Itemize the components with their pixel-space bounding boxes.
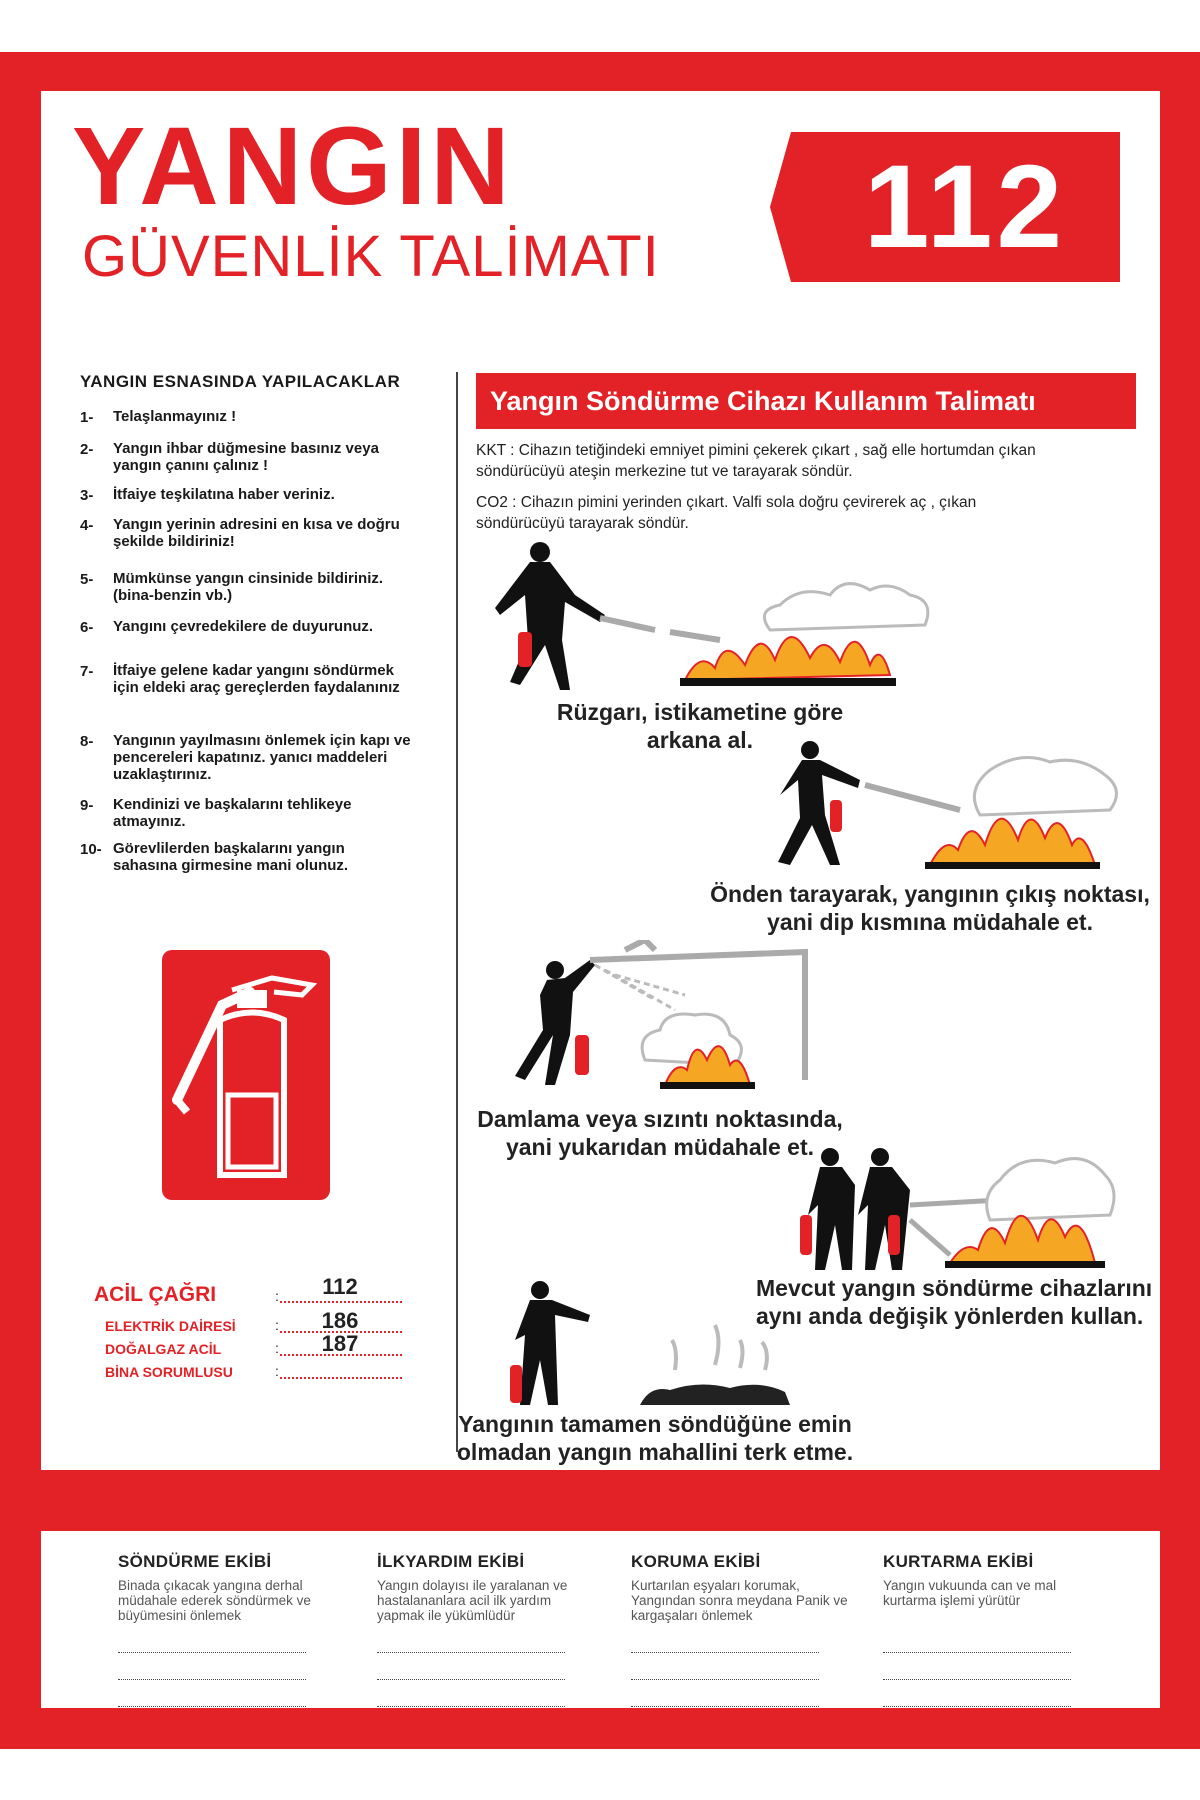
illustration-sweep	[730, 740, 1130, 870]
step-number: 10-	[80, 841, 102, 858]
step-number: 7-	[80, 663, 94, 680]
step-number: 5-	[80, 571, 94, 588]
firefighter-silhouette	[495, 542, 605, 690]
firefighter-silhouette	[778, 741, 860, 865]
step-number: 6-	[80, 619, 94, 636]
step-text: Yangının yayılmasını önlemek için kapı ve pencereleri kapatınız. yanıcı maddeleri uzaklaştırınız.	[113, 732, 411, 783]
step-number: 3-	[80, 487, 94, 504]
dotted-line	[883, 1653, 1071, 1680]
dotted-line	[883, 1680, 1071, 1707]
smoke	[987, 1159, 1114, 1220]
illustration-wind	[470, 540, 940, 690]
contact-label: ELEKTRİK DAİRESİ	[105, 1318, 236, 1334]
step-text: Yangın yerinin adresini en kısa ve doğru şekilde bildiriniz!	[113, 516, 400, 550]
dotted-line	[631, 1626, 819, 1653]
illustration-drip	[495, 940, 825, 1090]
flame	[950, 1216, 1095, 1263]
ashes	[640, 1384, 790, 1405]
firefighter-silhouette	[515, 1281, 590, 1405]
step-number: 4-	[80, 517, 94, 534]
team-ilkyardim	[377, 1552, 597, 1707]
contact-label: BİNA SORUMLUSU	[105, 1364, 233, 1380]
team-title: KURTARMA EKİBİ	[883, 1552, 1034, 1571]
caption-3: Damlama veya sızıntı noktasında, yani yukarıdan müdahale et.	[477, 1106, 843, 1160]
steps-heading: YANGIN ESNASINDA YAPILACAKLAR	[80, 372, 401, 391]
step-text: Görevlilerden başkalarını yangın sahasına girmesine mani olunuz.	[113, 840, 349, 874]
step-text: Yangın ihbar düğmesine basınız veya yangın çanını çalınız !	[113, 440, 379, 474]
kkt-note: KKT : Cihazın tetiğindeki emniyet pimini çekerek çıkart , sağ elle hortumdan çıkan söndürücüyü ateşin merkezine tut ve tarayarak söndür.	[476, 442, 1036, 480]
flame	[930, 819, 1095, 865]
caption-4: Mevcut yangın söndürme cihazlarını aynı anda değişik yönlerden kullan.	[756, 1275, 1153, 1329]
instructions-title: Yangın Söndürme Cihazı Kullanım Talimatı	[476, 373, 1136, 429]
smoke	[974, 758, 1116, 816]
dotted-line	[280, 1361, 402, 1379]
team-kurtarma	[883, 1552, 1103, 1707]
caption-5: Yangının tamamen söndüğüne emin olmadan yangın mahallini terk etme.	[456, 1411, 854, 1465]
dotted-line	[377, 1680, 565, 1707]
dotted-line	[883, 1626, 1071, 1653]
step-number: 8-	[80, 733, 94, 750]
dotted-line	[118, 1680, 306, 1707]
team-title: SÖNDÜRME EKİBİ	[118, 1552, 272, 1571]
emergency-number: 112	[863, 141, 1067, 273]
illustration-multiple	[800, 1145, 1130, 1275]
dotted-line	[631, 1680, 819, 1707]
dotted-line	[377, 1626, 565, 1653]
colon: :	[275, 1363, 279, 1379]
emergency-call-value: 112	[322, 1274, 358, 1299]
page-title: YANGIN	[72, 105, 514, 228]
step-number: 9-	[80, 797, 94, 814]
smoke	[764, 584, 927, 630]
emergency-call-label: ACİL ÇAĞRI	[94, 1283, 217, 1306]
flame	[685, 637, 890, 680]
team-description: Yangın vukuunda can ve mal kurtarma işlemi yürütür	[883, 1578, 1057, 1608]
team-description: Binada çıkacak yangına derhal müdahale ederek söndürmek ve büyümesini önlemek	[118, 1578, 311, 1623]
dotted-line	[118, 1653, 306, 1680]
dotted-line	[118, 1626, 306, 1653]
step-number: 2-	[80, 441, 94, 458]
fire-extinguisher-sign	[162, 950, 330, 1200]
extinguisher	[518, 632, 532, 667]
contact-label: DOĞALGAZ ACİL	[105, 1341, 222, 1357]
page-subtitle: GÜVENLİK TALİMATI	[82, 224, 660, 289]
step-number: 1-	[80, 409, 94, 426]
illustration-extinguished	[500, 1280, 810, 1410]
team-title: KORUMA EKİBİ	[631, 1552, 761, 1571]
step-text: İtfaiye gelene kadar yangını söndürmek için eldeki araç gereçlerden faydalanınız	[113, 662, 400, 696]
colon: :	[275, 1317, 279, 1333]
dotted-line	[631, 1653, 819, 1680]
team-description: Kurtarılan eşyaları korumak, Yangından sonra meydana Panik ve kargaşaları önlemek	[631, 1578, 848, 1623]
team-description: Yangın dolayısı ile yaralanan ve hastalananlara acil ilk yardım yapmak ile yükümlüdür	[377, 1578, 568, 1623]
co2-note: CO2 : Cihazın pimini yerinden çıkart. Valfi sola doğru çevirerek aç , çıkan söndürücüyü tarayarak söndür.	[476, 494, 977, 532]
team-title: İLKYARDIM EKİBİ	[377, 1552, 525, 1571]
colon: :	[275, 1288, 279, 1304]
step-text: İtfaiye teşkilatına haber veriniz.	[113, 486, 335, 503]
contact-value: 187	[321, 1331, 359, 1356]
step-text: Kendinizi ve başkalarını tehlikeye atmayınız.	[113, 796, 352, 830]
step-text: Mümkünse yangın cinsinide bildiriniz. (bina-benzin vb.)	[113, 570, 384, 604]
step-text: Telaşlanmayınız !	[113, 408, 237, 425]
contact-value: 186	[321, 1308, 359, 1333]
colon: :	[275, 1340, 279, 1356]
caption-2: Önden tarayarak, yangının çıkış noktası, yani dip kısmına müdahale et.	[710, 881, 1150, 935]
column-divider	[456, 372, 458, 1452]
fire-extinguisher-icon	[162, 950, 330, 1200]
step-text: Yangını çevredekilere de duyurunuz.	[113, 618, 374, 635]
dotted-line	[377, 1653, 565, 1680]
caption-1: Rüzgarı, istikametine göre arkana al.	[556, 699, 844, 753]
team-sondurme	[118, 1552, 338, 1707]
team-koruma	[631, 1552, 851, 1707]
